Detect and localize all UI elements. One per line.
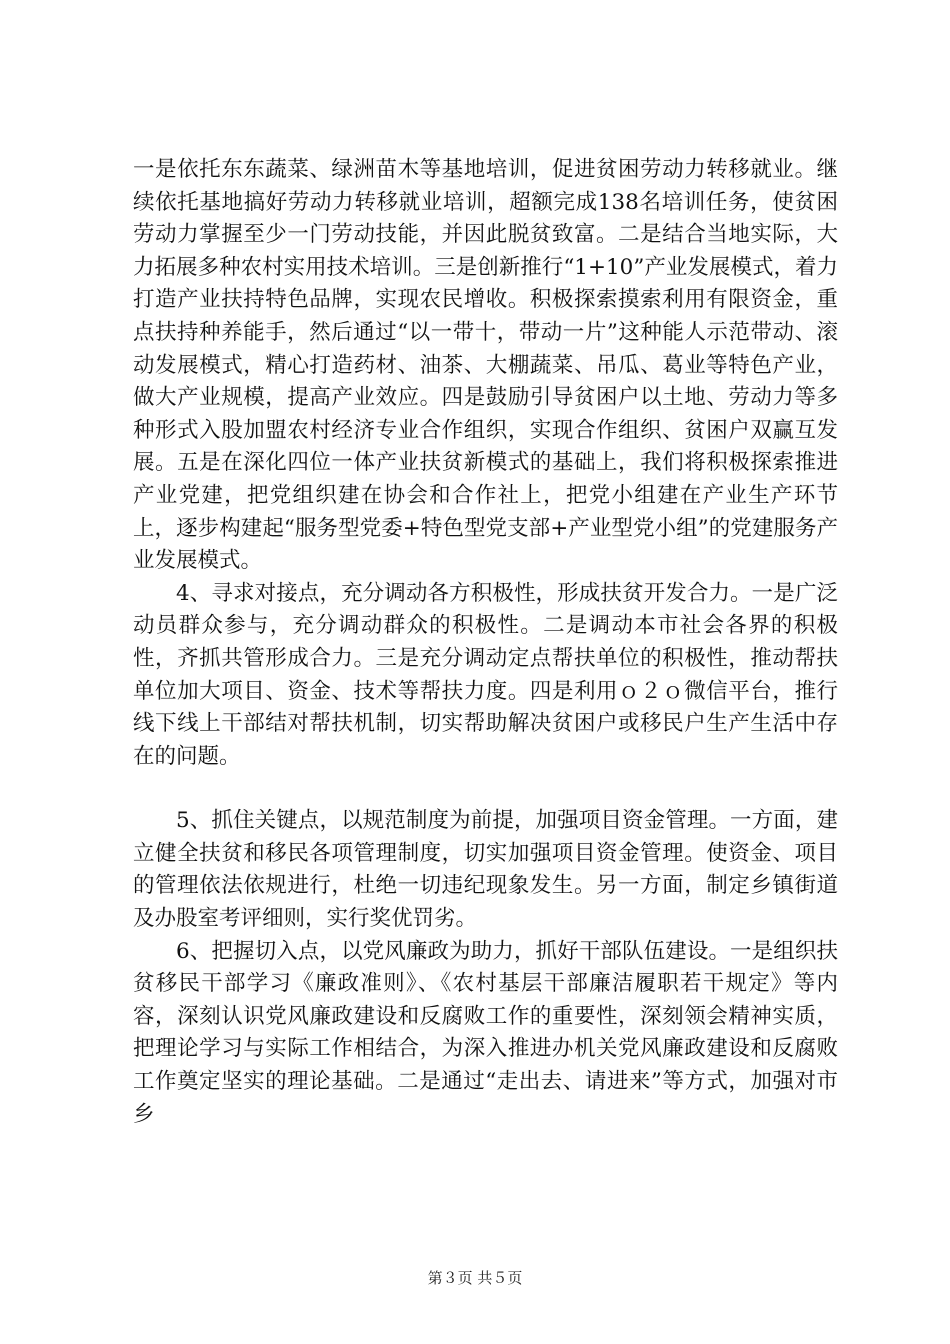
paragraph-section-5: 5、抓住关键点，以规范制度为前提，加强项目资金管理。一方面，建立健全扶贫和移民各项管理制度，切实加强项目资金管理。使资金、项目的管理依法依规进行，杜绝一切违纪现象发生。另一方面，制定乡镇街道及办股室考评细则，实行奖优罚劣。 [133, 808, 838, 932]
paragraph-training-and-industry: 一是依托东东蔬菜、绿洲苗木等基地培训，促进贫困劳动力转移就业。继续依托基地搞好劳动力转移就业培训，超额完成138名培训任务，使贫困劳动力掌握至少一门劳动技能，并因此脱贫致富。二是结合当地实际，大力拓展多种农村实用技术培训。三是创新推行“1+10”产业发展模式，着力打造产业扶持特色品牌，实现农民增收。积极探索摸索利用有限资金，重点扶持种养能手，然后通过“以一带十，带动一片”这种能人示范带动、滚动发展模式，精心打造药材、油茶、大棚蔬菜、吊瓜、葛业等特色产业，做大产业规模，提高产业效应。四是鼓励引导贫困户以土地、劳动力等多种形式入股加盟农村经济专业合作组织，实现合作组织、贫困户双赢互发展。五是在深化四位一体产业扶贫新模式的基础上，我们将积极探索推进产业党建，把党组织建在协会和合作社上，把党小组建在产业生产环节上，逐步构建起“服务型党委+特色型党支部+产业型党小组”的党建服务产业发展模式。 [133, 157, 838, 574]
page-number-footer: 第３页 共５页 [427, 1269, 523, 1287]
paragraph-section-6: 6、把握切入点，以党风廉政为助力，抓好干部队伍建设。一是组织扶贫移民干部学习《廉政准则》、《农村基层干部廉洁履职若干规定》等内容，深刻认识党风廉政建设和反腐败工作的重要性，深刻领会精神实质，把理论学习与实际工作相结合，为深入推进办机关党风廉政建设和反腐败工作奠定坚实的理论基础。二是通过“走出去、请进来”等方式，加强对市乡 [133, 938, 838, 1127]
document-body [133, 154, 838, 1131]
paragraph-section-4: 4、寻求对接点，充分调动各方积极性，形成扶贫开发合力。一是广泛动员群众参与，充分调动群众的积极性。二是调动本市社会各界的积极性，齐抓共管形成合力。三是充分调动定点帮扶单位的积极性，推动帮扶单位加大项目、资金、技术等帮扶力度。四是利用ｏ２ｏ微信平台，推行线下线上干部结对帮扶机制，切实帮助解决贫困户或移民户生产生活中存在的问题。 [133, 580, 838, 769]
